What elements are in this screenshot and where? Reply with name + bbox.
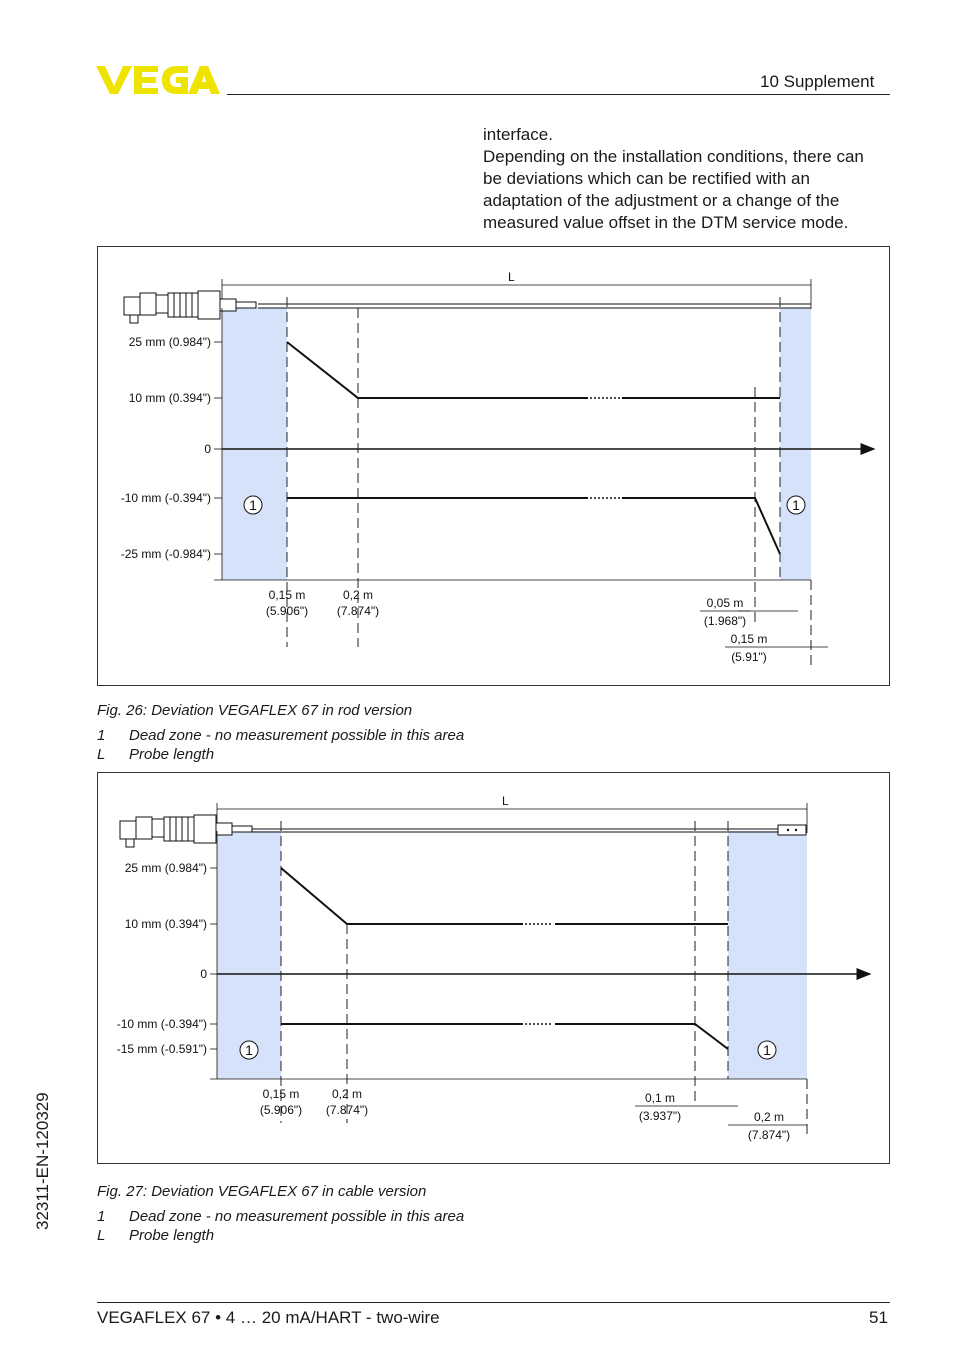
dead-zone-right (780, 308, 811, 580)
dimension-inch: (7.874") (325, 1103, 369, 1117)
dimension-value: 0,2 m (331, 1087, 363, 1101)
footer-rule (97, 1302, 890, 1303)
legend-key: 1 (97, 727, 106, 744)
dimension-L-label: L (508, 270, 515, 284)
dimension-L-label: L (502, 794, 509, 808)
legend-text: Dead zone - no measurement possible in this area (129, 1208, 465, 1225)
dimension-inch: (5.906") (265, 604, 309, 618)
dimension-inch: (5.91") (731, 650, 767, 664)
figure-27-legend-item (97, 1227, 215, 1244)
legend-text: Probe length (129, 1227, 215, 1244)
dimension-value: 0,15 m (268, 588, 306, 602)
vega-logo (96, 64, 220, 96)
dimension-inch: (7.874") (747, 1128, 791, 1142)
dimension-inch: (3.937") (638, 1109, 682, 1123)
intro-line: adaptation of the adjustment or a change of the (483, 191, 840, 210)
figure-26-legend-item (97, 727, 465, 744)
dimension-value: 0,2 m (342, 588, 374, 602)
page-number: 51 (869, 1308, 888, 1327)
figure-27-caption: Fig. 27: Deviation VEGAFLEX 67 in cable version (97, 1183, 427, 1200)
intro-paragraph (483, 124, 903, 234)
header-rule (227, 94, 890, 95)
dimension-value: 0,2 m (753, 1110, 785, 1124)
legend-key: L (97, 1227, 106, 1244)
dimension-value: 0,15 m (730, 632, 768, 646)
dimension-value: 0,15 m (262, 1087, 300, 1101)
y-label: 0 (204, 442, 211, 456)
dead-zone-marker: 1 (249, 497, 257, 513)
figure-27-frame (97, 772, 890, 1164)
dead-zone-marker: 1 (245, 1042, 253, 1058)
y-label: 10 mm (0.394") (124, 917, 207, 931)
section-header: 10 Supplement (760, 72, 875, 91)
footer-title: VEGAFLEX 67 • 4 … 20 mA/HART - two-wire (97, 1308, 440, 1327)
y-label: -25 mm (-0.984") (120, 547, 211, 561)
intro-line: interface. (483, 125, 553, 144)
dead-zone-left (222, 308, 287, 580)
intro-line: Depending on the installation conditions, there can (483, 147, 864, 166)
figure-26-legend-item (97, 746, 215, 763)
dimension-inch: (5.906") (259, 1103, 303, 1117)
legend-key: 1 (97, 1208, 106, 1225)
figure-27-diagram (98, 773, 889, 1163)
dead-zone-marker: 1 (763, 1042, 771, 1058)
y-label: -10 mm (-0.394") (116, 1017, 207, 1031)
legend-text: Probe length (129, 746, 215, 763)
document-id: 32311-EN-120329 (33, 1092, 52, 1230)
legend-text: Dead zone - no measurement possible in this area (129, 727, 465, 744)
figure-26-caption: Fig. 26: Deviation VEGAFLEX 67 in rod version (97, 702, 413, 719)
dimension-value: 0,05 m (706, 596, 744, 610)
y-label: 25 mm (0.984") (128, 335, 211, 349)
figure-26-frame (97, 246, 890, 686)
legend-key: L (97, 746, 106, 763)
y-label: 25 mm (0.984") (124, 861, 207, 875)
y-label: 10 mm (0.394") (128, 391, 211, 405)
y-label: -10 mm (-0.394") (120, 491, 211, 505)
dimension-inch: (7.874") (336, 604, 380, 618)
figure-27-legend-item (97, 1208, 465, 1225)
dimension-inch: (1.968") (703, 614, 747, 628)
y-label: -15 mm (-0.591") (116, 1042, 207, 1056)
dead-zone-marker: 1 (792, 497, 800, 513)
dimension-value: 0,1 m (644, 1091, 676, 1105)
intro-line: be deviations which can be rectified with an (483, 169, 810, 188)
intro-line: measured value offset in the DTM service mode. (483, 213, 849, 232)
figure-26-diagram (98, 247, 889, 685)
y-label: 0 (200, 967, 207, 981)
